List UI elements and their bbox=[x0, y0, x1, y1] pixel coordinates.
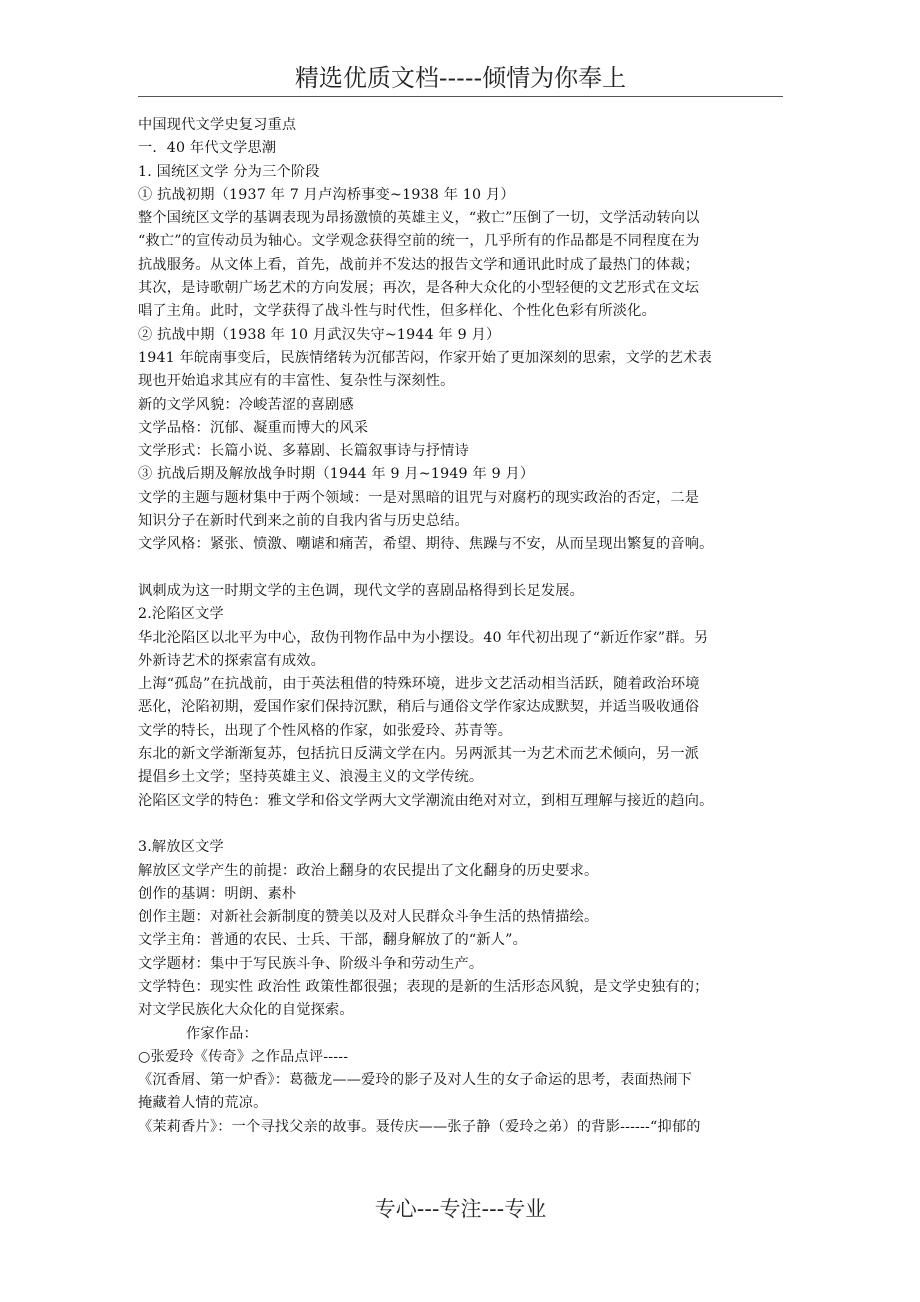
paragraph-line: 外新诗艺术的探索富有成效。 bbox=[138, 652, 326, 669]
subsection-heading: 3.解放区文学 bbox=[138, 839, 224, 856]
paragraph-line: 《茉莉香片》：一个寻找父亲的故事。聂传庆——张子静（爱玲之弟）的背影------“抑郁的 bbox=[138, 1118, 701, 1135]
paragraph-line: 华北沦陷区以北平为中心，敌伪刊物作品中为小摆设。40 年代初出现了“新近作家”群。另 bbox=[138, 629, 709, 646]
works-heading: 作家作品： bbox=[186, 1025, 258, 1042]
paragraph-line: 文学形式：长篇小说、多幕剧、长篇叙事诗与抒情诗 bbox=[138, 443, 469, 460]
paragraph-line: 解放区文学产生的前提：政治上翻身的农民提出了文化翻身的历史要求。 bbox=[138, 862, 599, 879]
paragraph-line: 知识分子在新时代到来之前的自我内省与历史总结。 bbox=[138, 513, 469, 530]
paragraph-line: 掩藏着人情的荒凉。 bbox=[138, 1095, 268, 1112]
paragraph-line: 文学的主题与题材集中于两个领域：一是对黑暗的诅咒与对腐朽的现实政治的否定，二是 bbox=[138, 489, 700, 506]
paragraph-line: 文学的特长，出现了个性风格的作家，如张爱玲、苏青等。 bbox=[138, 722, 513, 739]
paragraph-line: 文学品格：沉郁、凝重而博大的风采 bbox=[138, 419, 369, 436]
paragraph-line: 新的文学风貌：冷峻苦涩的喜剧感 bbox=[138, 396, 354, 413]
paragraph-line: 整个国统区文学的基调表现为昂扬激愤的英雄主义，“救亡”压倒了一切，文学活动转向以 bbox=[138, 210, 700, 227]
subsection-heading: 1. 国统区文学 分为三个阶段 bbox=[138, 163, 320, 180]
paragraph-line: “救亡”的宣传动员为轴心。文学观念获得空前的统一，几乎所有的作品都是不同程度在为 bbox=[138, 233, 700, 250]
paragraph-line: 讽刺成为这一时期文学的主色调，现代文学的喜剧品格得到长足发展。 bbox=[138, 582, 585, 599]
paragraph-line: 1941 年皖南事变后，民族情绪转为沉郁苦闷，作家开始了更加深刻的思索，文学的艺术表 bbox=[138, 349, 712, 366]
paragraph-line: 文学主角：普通的农民、士兵、干部，翻身解放了的“新人”。 bbox=[138, 932, 527, 949]
paragraph-line: 唱了主角。此时，文学获得了战斗性与时代性，但多样化、个性化色彩有所淡化。 bbox=[138, 303, 656, 320]
section-heading: 一．40 年代文学思潮 bbox=[138, 140, 277, 157]
subsection-heading: 2.沦陷区文学 bbox=[138, 606, 224, 623]
stage-heading: ③ 抗战后期及解放战争时期（1944 年 9 月~1949 年 9 月） bbox=[138, 466, 535, 483]
paragraph-line: 文学特色：现实性 政治性 政策性都很强；表现的是新的生活形态风貌，是文学史独有的； bbox=[138, 978, 709, 995]
paragraph-line: 文学题材：集中于写民族斗争、阶级斗争和劳动生产。 bbox=[138, 955, 484, 972]
paragraph-line: 其次，是诗歌朝广场艺术的方向发展；再次，是各种大众化的小型轻便的文艺形式在文坛 bbox=[138, 280, 700, 297]
paragraph-line: 提倡乡土文学；坚持英雄主义、浪漫主义的文学传统。 bbox=[138, 769, 484, 786]
paragraph-line: 创作主题：对新社会新制度的赞美以及对人民群众斗争生活的热情描绘。 bbox=[138, 909, 599, 926]
stage-heading: ① 抗战初期（1937 年 7 月卢沟桥事变~1938 年 10 月） bbox=[138, 186, 515, 203]
paragraph-line: 东北的新文学渐渐复苏，包括抗日反满文学在内。另两派其一为艺术而艺术倾向，另一派 bbox=[138, 746, 700, 763]
paragraph-line: 《沉香屑、第一炉香》：葛薇龙——爱玲的影子及对人生的女子命运的思考，表面热闹下 bbox=[138, 1072, 693, 1089]
paragraph-line: 现也开始追求其应有的丰富性、复杂性与深刻性。 bbox=[138, 373, 455, 390]
paragraph-line: 上海“孤岛”在抗战前，由于英法租借的特殊环境，进步文艺活动相当活跃，随着政治环境 bbox=[138, 676, 700, 693]
paragraph-line: 恶化，沦陷初期，爱国作家们保持沉默，稍后与通俗文学作家达成默契，并适当吸收通俗 bbox=[138, 699, 700, 716]
blank-line bbox=[138, 813, 788, 836]
header-divider bbox=[138, 96, 783, 97]
page-header-title: 精选优质文档-----倾情为你奉上 bbox=[294, 64, 627, 92]
paragraph-line: 沦陷区文学的特色：雅文学和俗文学两大文学潮流由绝对对立，到相互理解与接近的趋向。 bbox=[138, 792, 714, 809]
stage-heading: ② 抗战中期（1938 年 10 月武汉失守~1944 年 9 月） bbox=[138, 326, 501, 343]
paragraph-line: 抗战服务。从文体上看，首先，战前并不发达的报告文学和通讯此时成了最热门的体裁； bbox=[138, 256, 700, 273]
paragraph-line: 创作的基调：明朗、素朴 bbox=[138, 885, 297, 902]
blank-line bbox=[138, 557, 788, 580]
paragraph-line: 对文学民族化大众化的自觉探索。 bbox=[138, 1002, 354, 1019]
doc-title: 中国现代文学史复习重点 bbox=[138, 117, 297, 133]
document-body bbox=[138, 114, 788, 1139]
page-footer: 专心---专注---专业 bbox=[374, 1197, 547, 1221]
paragraph-line: ○张爱玲《传奇》之作品点评----- bbox=[138, 1048, 349, 1065]
paragraph-line: 文学风格：紧张、愤激、嘲谑和痛苦，希望、期待、焦躁与不安，从而呈现出繁复的音响。 bbox=[138, 536, 714, 553]
